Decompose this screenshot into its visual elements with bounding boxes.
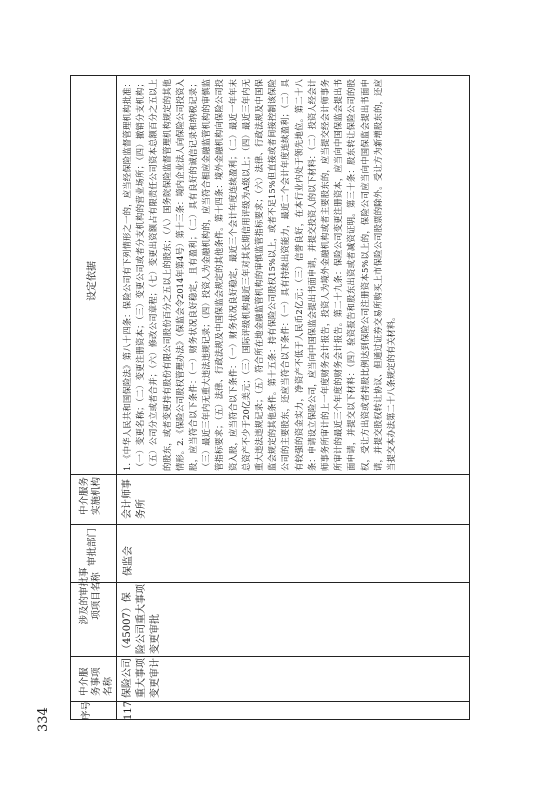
page-number: 334 [36,707,51,732]
header-seq: 序号 [81,700,92,720]
row-name: 保险公司重大事项变更审计 [122,658,161,698]
header-basis: 设定依据 [87,261,98,301]
row-divider-dept [71,524,469,525]
row-seq: 117 [123,700,134,720]
header-name: 中介服务事项名称 [79,667,114,696]
approval-table [70,75,470,720]
row-divider-item [71,582,469,583]
header-agency: 中介服务实施机构 [79,477,102,516]
header-dept: 审批部门 [87,527,98,566]
header-approval-item: 涉及的审批事项项目名称 [79,567,102,625]
row-approval-item: （45007）保险公司重大事项变更审批 [122,584,161,654]
row-divider-name [71,656,469,657]
header-divider [116,76,117,719]
row-agency: 会计师事务所 [122,479,147,519]
row-dept: 保监会 [123,546,134,576]
row-basis-text: 1.《中华人民共和国保险法》第八十四条：保险公司有下列情形之一的，应当经保险监督管理机构批准：（一）变更名称；（二）变更注册资本；（三）变更公司或者分支机构的营业场所；（四）撤销分支机构；（五）公司分立或者合并；（六）修改公司章程；（七）变更出资额占有限责任公司资本总额百分之五以上的股东，或者变更持有股份有限公司股份百分之五以上的股东；（八）国务院保险监督管理机构规定的其他情形。2.《保险公司股权管理办法》（保监会令2014年第4号）第十三条：境内企业法人向保险公司投资入股，应当符合以下条件：（一）财务状况良好稳定，且有盈利；（二）具有良好的诚信记录和纳税记录；（三）最近三年内无重大违法违规记录；（四）投资人为金融机构的，应当符合相应金融监管机构的审慎监管指标要求；（五）法律、行政法规及中国保监会规定的其他条件。第十四条：境外金融机构向保险公司投资入股，应当符合以下条件：（一）财务状况良好稳定，最近三个会计年度连续盈利；（二）最近一年年末总资产不少于20亿美元；（三）国际评级机构最近三年对其长期信用评级为A级以上；（四）最近三年内无重大违法违规记录；（五）符合所在地金融监管机构的审慎监管指标要求；（六）法律、行政法规及中国保监会规定的其他条件。第十五条：持有保险公司股权15%以上，或者不足15%但直接或者间接控制该保险公司的主要股东，还应当符合以下条件：（一）具有持续出资能力，最近二个会计年度连续盈利；（二）具有较强的资金实力，净资产不低于人民币2亿元；（三）信誉良好，在本行业内处于领先地位。第二十八条：申请设立保险公司，应当向中国保监会提出书面申请，并提交投资人的以下材料：（二）投资人经会计师事务所审计的上一年度财务会计报告，投资人为境外金融机构或者主要股东的，应当提交经会计师事务所审计的最近三个年度的财务会计报告。第二十九条：保险公司变更注册资本，应当向中国保监会提出书面申请，并提交以下材料：（四）验资报告和股东出资或者减资证明。第三十条：股东转让保险公司的股权，受让方出资或者持股比例达到保险公司注册资本5%以上的，保险公司应当向中国保监会提出书面申请，并提交股权转让协议、但通过证券交易所购买上市保险公司股票的除外。受让方为新增股东的，还应当提交本办法第二十八条规定的有关材料。 [122,79,397,471]
